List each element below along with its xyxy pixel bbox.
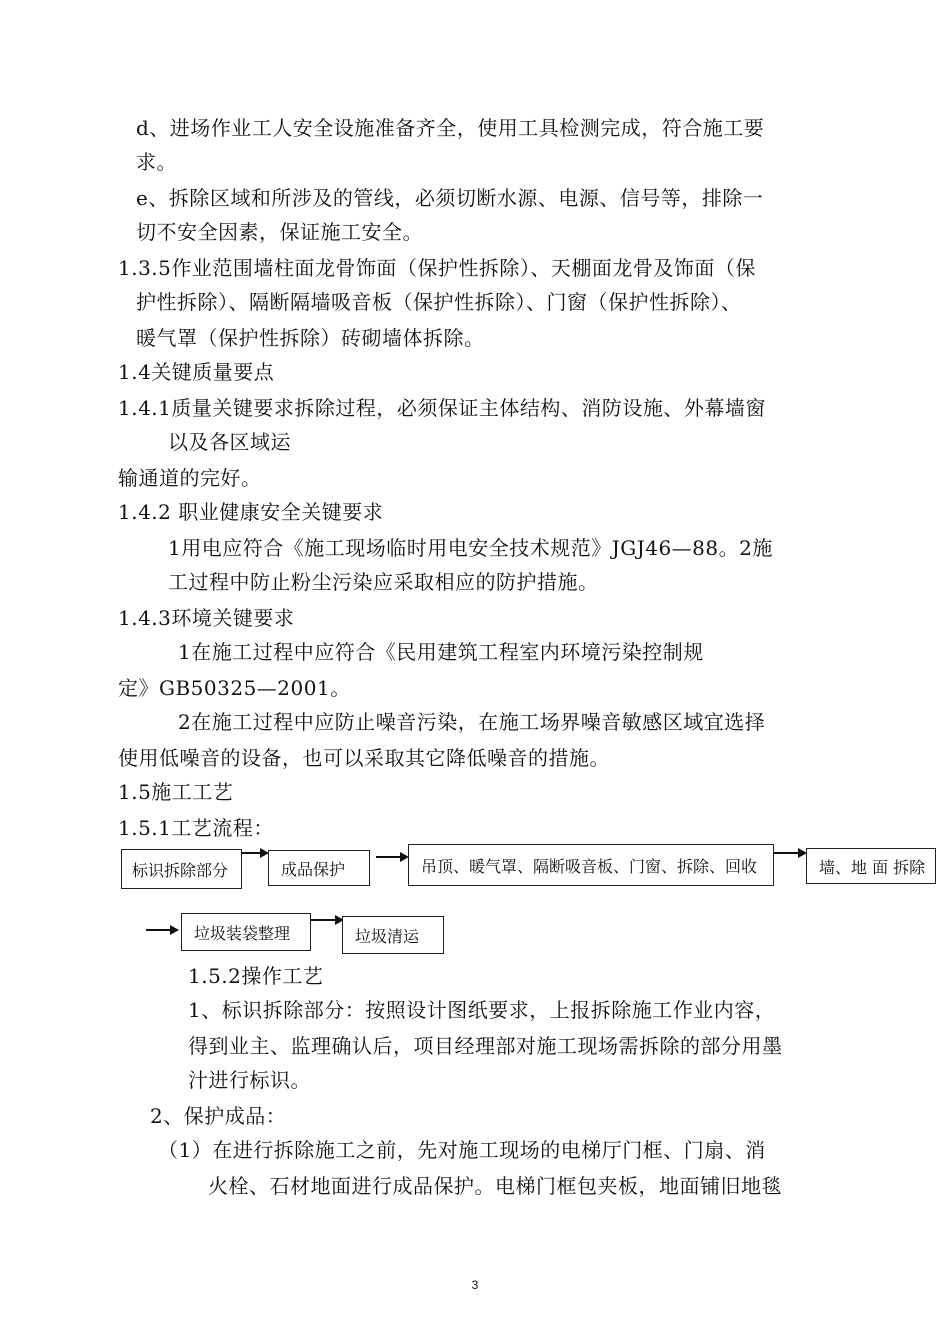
page-number: 3 xyxy=(471,1278,479,1292)
text-line: 切不安全因素，保证施工安全。 xyxy=(136,220,423,244)
text-line: d、进场作业工人安全设施准备齐全，使用工具检测完成，符合施工要 xyxy=(136,116,765,140)
flow-arrow-icon xyxy=(146,922,180,938)
text-line: 2、保护成品： xyxy=(150,1104,287,1128)
text-line: 输通道的完好。 xyxy=(118,466,262,490)
text-line: e、拆除区域和所涉及的管线，必须切断水源、电源、信号等，排除一 xyxy=(136,186,764,210)
text-line: （1）在进行拆除施工之前，先对施工现场的电梯厅门框、门扇、消 xyxy=(158,1138,766,1162)
text-line: 1.4.1质量关键要求拆除过程，必须保证主体结构、消防设施、外幕墙窗 xyxy=(118,396,766,420)
text-line: 1用电应符合《施工现场临时用电安全技术规范》JGJ46—88。2施 xyxy=(168,536,773,560)
text-line: 1在施工过程中应符合《民用建筑工程室内环境污染控制规 xyxy=(178,640,704,664)
flow-step-bag: 垃圾装袋整理 xyxy=(181,913,311,951)
flow-arrow-icon xyxy=(311,912,345,928)
text-line: 1、标识拆除部分：按照设计图纸要求，上报拆除施工作业内容， xyxy=(188,998,776,1022)
text-line: 求。 xyxy=(136,150,177,174)
text-line: 使用低噪音的设备，也可以采取其它降低噪音的措施。 xyxy=(118,746,610,770)
text-line: 汁进行标识。 xyxy=(188,1068,311,1092)
text-line: 定》GB50325—2001。 xyxy=(118,676,351,700)
text-line: 以及各区域运 xyxy=(168,430,291,454)
text-line: 护性拆除）、隔断隔墙吸音板（保护性拆除）、门窗（保护性拆除）、 xyxy=(136,290,742,314)
flow-step-dismantle: 吊顶、暖气罩、隔断吸音板、门窗、拆除、回收 xyxy=(408,844,774,886)
flow-step-mark: 标识拆除部分 xyxy=(121,849,242,889)
text-line: 暖气罩（保护性拆除）砖砌墙体拆除。 xyxy=(136,326,485,350)
flow-arrow-icon xyxy=(376,849,410,865)
flow-arrow-icon xyxy=(242,845,270,861)
flow-step-removal: 垃圾清运 xyxy=(342,916,444,954)
text-line: 2在施工过程中应防止噪音污染，在施工场界噪音敏感区域宜选择 xyxy=(178,710,766,734)
text-line: 1.3.5作业范围墙柱面龙骨饰面（保护性拆除）、天棚面龙骨及饰面（保 xyxy=(118,256,756,280)
flow-step-wall-floor: 墙、地 面 拆除 xyxy=(806,848,936,884)
section-heading: 1.4关键质量要点 xyxy=(118,360,275,384)
section-heading: 1.4.2 职业健康安全关键要求 xyxy=(118,500,384,524)
text-line: 得到业主、监理确认后，项目经理部对施工现场需拆除的部分用墨 xyxy=(188,1034,783,1058)
text-line: 火栓、石材地面进行成品保护。电梯门框包夹板，地面铺旧地毯 xyxy=(208,1174,782,1198)
flow-arrow-icon xyxy=(774,845,808,861)
section-heading: 1.5施工工艺 xyxy=(118,780,234,804)
section-heading: 1.5.2操作工艺 xyxy=(188,964,324,988)
section-heading: 1.4.3环境关键要求 xyxy=(118,606,295,630)
text-line: 工过程中防止粉尘污染应采取相应的防护措施。 xyxy=(168,570,599,594)
flow-step-protect: 成品保护 xyxy=(268,850,370,886)
section-heading: 1.5.1工艺流程： xyxy=(118,816,274,840)
